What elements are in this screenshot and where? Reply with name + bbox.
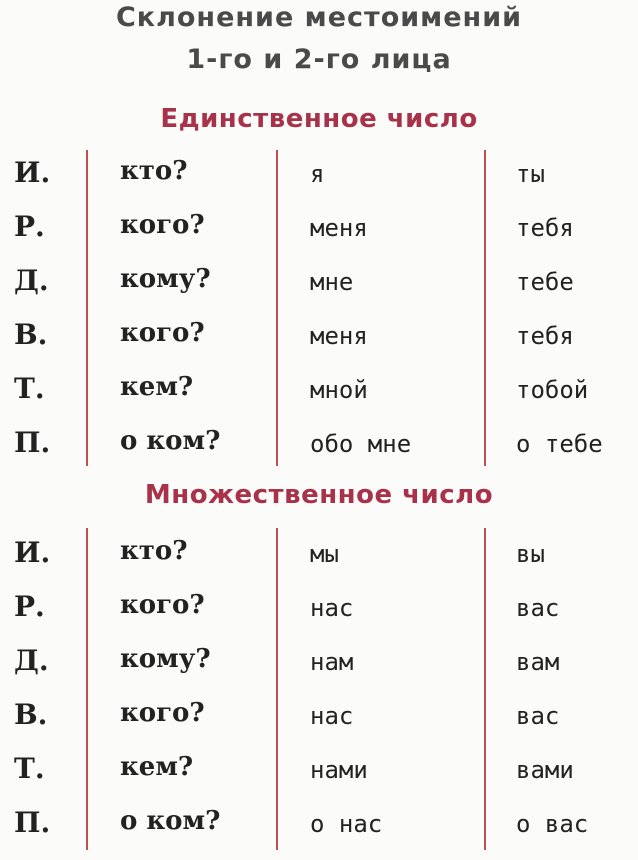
table-row [0,806,638,860]
plural-heading: Множественное число [144,480,494,510]
second-person-form: о тебе [516,430,603,458]
case-question: кем? [120,752,194,782]
case-label: Д. [14,264,49,297]
first-person-form: меня [310,214,368,242]
table-row [0,156,638,210]
second-person-form: о вас [516,810,589,838]
table-row [0,752,638,806]
second-person-form: вас [516,594,560,622]
case-question: кем? [120,372,194,402]
second-person-form: ты [516,160,545,188]
second-person-form: тобой [516,376,589,404]
first-person-form: мной [310,376,368,404]
first-person-form: я [310,160,325,188]
table-row [0,426,638,480]
first-person-form: нам [310,648,354,676]
case-label: И. [14,536,51,569]
table-row [0,536,638,590]
case-label: В. [14,698,48,731]
table-row [0,372,638,426]
case-label: Р. [14,210,45,243]
first-person-form: о нас [310,810,383,838]
first-person-form: мы [310,540,339,568]
table-row [0,698,638,752]
second-person-form: тебя [516,214,574,242]
table-row [0,590,638,644]
case-question: кого? [120,698,205,728]
first-person-form: обо мне [310,430,412,458]
first-person-form: нас [310,594,354,622]
table-row [0,264,638,318]
case-label: П. [14,806,51,839]
case-label: И. [14,156,51,189]
first-person-form: нас [310,702,354,730]
case-label: Т. [14,372,45,405]
case-question: кого? [120,318,205,348]
case-question: о ком? [120,426,221,456]
case-question: кому? [120,644,211,674]
case-question: кто? [120,536,188,566]
case-label: Д. [14,644,49,677]
case-question: о ком? [120,806,221,836]
case-question: кому? [120,264,211,294]
case-label: В. [14,318,48,351]
case-label: Р. [14,590,45,623]
case-question: кого? [120,210,205,240]
page-title-line-1: Склонение местоимений [115,2,523,33]
table-row [0,210,638,264]
case-label: П. [14,426,51,459]
first-person-form: мне [310,268,354,296]
case-question: кто? [120,156,188,186]
second-person-form: вам [516,648,560,676]
table-row [0,318,638,372]
second-person-form: вы [516,540,545,568]
table-row [0,644,638,698]
second-person-form: тебе [516,268,574,296]
first-person-form: нами [310,756,368,784]
second-person-form: вами [516,756,574,784]
case-question: кого? [120,590,205,620]
case-label: Т. [14,752,45,785]
page-title-line-2: 1-го и 2-го лица [186,44,452,75]
second-person-form: вас [516,702,560,730]
singular-heading: Единственное число [160,104,478,134]
first-person-form: меня [310,322,368,350]
second-person-form: тебя [516,322,574,350]
